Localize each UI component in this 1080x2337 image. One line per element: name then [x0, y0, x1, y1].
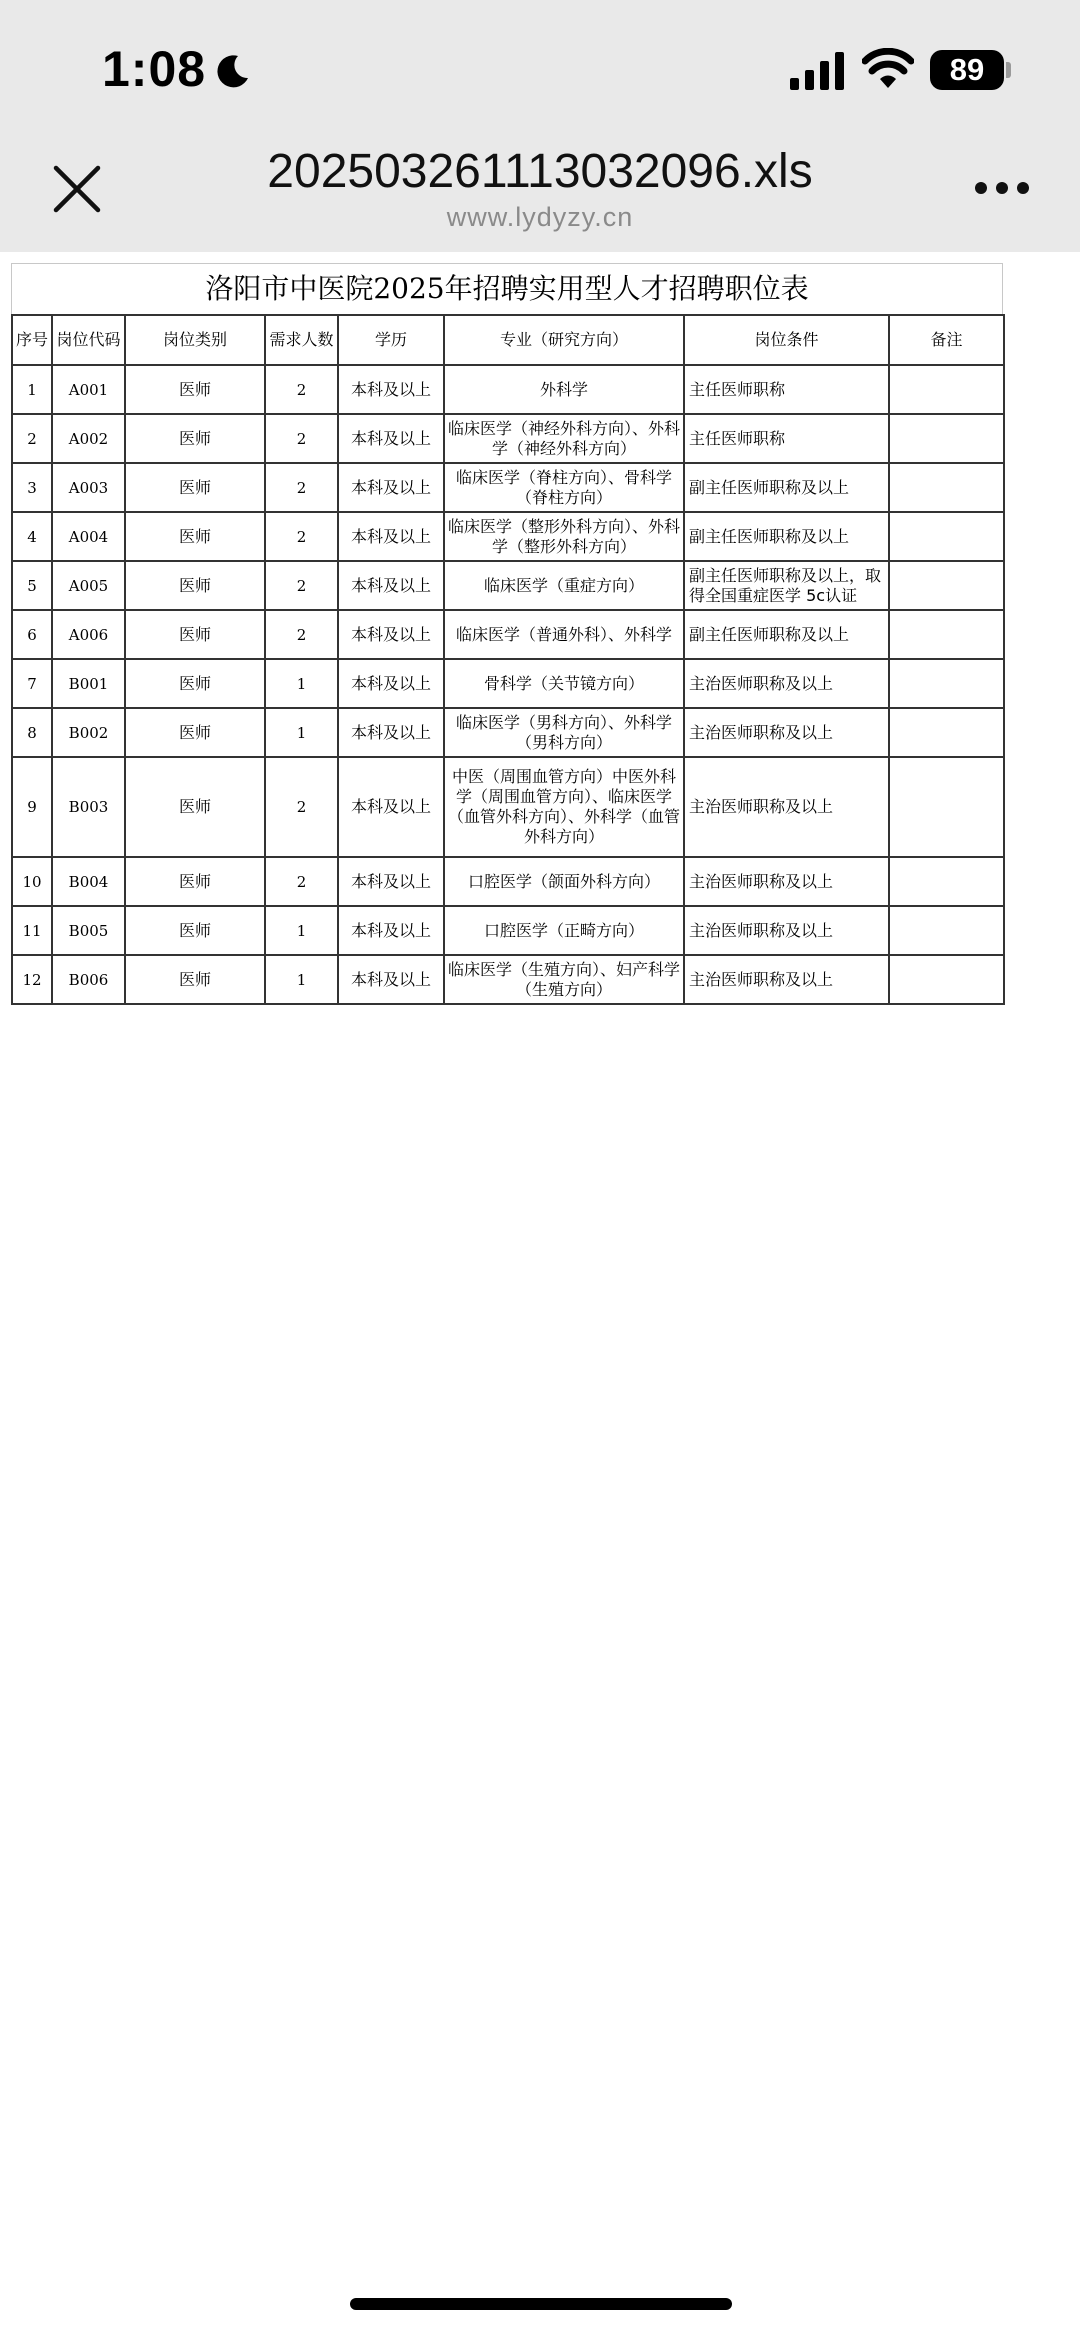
cell-type: 医师: [125, 906, 265, 955]
table-row: [12, 365, 1004, 414]
cell-code: A005: [52, 561, 125, 610]
cell-type: 医师: [125, 857, 265, 906]
cell-no: 11: [12, 906, 52, 955]
cell-cond: 主治医师职称及以上: [684, 906, 889, 955]
cell-note: [889, 610, 1004, 659]
cell-edu: 本科及以上: [338, 463, 444, 512]
cell-type: 医师: [125, 512, 265, 561]
cell-code: A003: [52, 463, 125, 512]
column-header: 学历: [338, 315, 444, 365]
sheet-title: 洛阳市中医院2025年招聘实用型人才招聘职位表: [11, 263, 1003, 314]
cell-major: 临床医学（重症方向）: [444, 561, 684, 610]
table-row: [12, 906, 1004, 955]
cell-no: 4: [12, 512, 52, 561]
moon-icon: [212, 52, 252, 92]
cell-cond: 主治医师职称及以上: [684, 708, 889, 757]
cell-no: 5: [12, 561, 52, 610]
cell-code: B001: [52, 659, 125, 708]
cell-cond: 主治医师职称及以上: [684, 955, 889, 1004]
column-header: 岗位类别: [125, 315, 265, 365]
cell-edu: 本科及以上: [338, 955, 444, 1004]
cell-note: [889, 365, 1004, 414]
cell-major: 口腔医学（颌面外科方向）: [444, 857, 684, 906]
cell-no: 8: [12, 708, 52, 757]
cell-note: [889, 955, 1004, 1004]
cell-major: 临床医学（脊柱方向）、骨科学（脊柱方向）: [444, 463, 684, 512]
column-header: 需求人数: [265, 315, 338, 365]
cell-count: 2: [265, 512, 338, 561]
cell-note: [889, 463, 1004, 512]
cell-count: 1: [265, 955, 338, 1004]
table-row: [12, 659, 1004, 708]
cell-no: 9: [12, 757, 52, 857]
column-header: 岗位代码: [52, 315, 125, 365]
cell-edu: 本科及以上: [338, 708, 444, 757]
cell-edu: 本科及以上: [338, 659, 444, 708]
cell-major: 外科学: [444, 365, 684, 414]
cell-code: A006: [52, 610, 125, 659]
cell-edu: 本科及以上: [338, 857, 444, 906]
cell-count: 2: [265, 463, 338, 512]
cell-type: 医师: [125, 955, 265, 1004]
cell-code: B002: [52, 708, 125, 757]
cell-code: B003: [52, 757, 125, 857]
cell-no: 2: [12, 414, 52, 463]
table-row: [12, 757, 1004, 857]
cell-code: A004: [52, 512, 125, 561]
cell-note: [889, 906, 1004, 955]
cell-note: [889, 561, 1004, 610]
cell-note: [889, 757, 1004, 857]
column-header: 专业（研究方向）: [444, 315, 684, 365]
column-header: 序号: [12, 315, 52, 365]
cell-type: 医师: [125, 414, 265, 463]
cell-no: 7: [12, 659, 52, 708]
table-row: [12, 512, 1004, 561]
cell-no: 3: [12, 463, 52, 512]
cell-cond: 副主任医师职称及以上: [684, 512, 889, 561]
cell-cond: 主任医师职称: [684, 414, 889, 463]
cell-no: 12: [12, 955, 52, 1004]
table-row: [12, 955, 1004, 1004]
cell-code: A001: [52, 365, 125, 414]
cell-type: 医师: [125, 365, 265, 414]
cell-note: [889, 857, 1004, 906]
cell-major: 临床医学（神经外科方向）、外科学（神经外科方向）: [444, 414, 684, 463]
source-domain: www.lydyzy.cn: [446, 202, 634, 232]
table-row: [12, 610, 1004, 659]
cell-note: [889, 659, 1004, 708]
cell-major: 临床医学（生殖方向）、妇产科学（生殖方向）: [444, 955, 684, 1004]
cell-note: [889, 414, 1004, 463]
column-header: 岗位条件: [684, 315, 889, 365]
cell-edu: 本科及以上: [338, 610, 444, 659]
cell-note: [889, 708, 1004, 757]
cell-count: 2: [265, 757, 338, 857]
positions-table: [11, 314, 1005, 1005]
table-row: [12, 414, 1004, 463]
cell-no: 1: [12, 365, 52, 414]
cell-type: 医师: [125, 561, 265, 610]
cell-note: [889, 512, 1004, 561]
cell-code: B006: [52, 955, 125, 1004]
table-row: [12, 708, 1004, 757]
table-row: [12, 463, 1004, 512]
cell-count: 1: [265, 659, 338, 708]
cell-major: 临床医学（整形外科方向）、外科学（整形外科方向）: [444, 512, 684, 561]
cell-edu: 本科及以上: [338, 906, 444, 955]
cell-count: 2: [265, 561, 338, 610]
wifi-icon: [862, 48, 914, 90]
cell-major: 骨科学（关节镜方向）: [444, 659, 684, 708]
cell-no: 6: [12, 610, 52, 659]
cell-edu: 本科及以上: [338, 757, 444, 857]
cell-major: 临床医学（普通外科）、外科学: [444, 610, 684, 659]
cell-edu: 本科及以上: [338, 561, 444, 610]
cell-no: 10: [12, 857, 52, 906]
cell-major: 中医（周围血管方向）中医外科学（周围血管方向）、临床医学（血管外科方向）、外科学（血管外科方向）: [444, 757, 684, 857]
cell-code: A002: [52, 414, 125, 463]
top-bar: [0, 0, 1080, 252]
more-icon[interactable]: [974, 180, 1030, 196]
cell-count: 2: [265, 857, 338, 906]
cell-type: 医师: [125, 757, 265, 857]
cell-cond: 主治医师职称及以上: [684, 857, 889, 906]
cell-code: B005: [52, 906, 125, 955]
file-title: 202503261113032096.xls: [267, 145, 813, 198]
status-time: 1:08: [102, 41, 207, 97]
column-header: 备注: [889, 315, 1004, 365]
cell-type: 医师: [125, 463, 265, 512]
cell-edu: 本科及以上: [338, 512, 444, 561]
home-indicator[interactable]: [350, 2298, 732, 2310]
table-row: [12, 857, 1004, 906]
cell-count: 2: [265, 365, 338, 414]
cell-type: 医师: [125, 659, 265, 708]
battery-icon: [930, 50, 1004, 90]
cell-major: 口腔医学（正畸方向）: [444, 906, 684, 955]
cell-cond: 主治医师职称及以上: [684, 659, 889, 708]
table-row: [12, 561, 1004, 610]
cell-cond: 副主任医师职称及以上: [684, 610, 889, 659]
cell-edu: 本科及以上: [338, 414, 444, 463]
spreadsheet: [11, 263, 1003, 1005]
battery-nub: [1006, 62, 1011, 78]
cell-type: 医师: [125, 610, 265, 659]
cell-major: 临床医学（男科方向）、外科学（男科方向）: [444, 708, 684, 757]
battery-level: 89: [949, 52, 985, 87]
cell-type: 医师: [125, 708, 265, 757]
signal-icon: [790, 52, 846, 90]
cell-cond: 主任医师职称: [684, 365, 889, 414]
cell-count: 2: [265, 414, 338, 463]
cell-cond: 副主任医师职称及以上: [684, 463, 889, 512]
cell-count: 1: [265, 906, 338, 955]
cell-count: 1: [265, 708, 338, 757]
cell-count: 2: [265, 610, 338, 659]
table-header-row: [12, 315, 1004, 365]
cell-code: B004: [52, 857, 125, 906]
cell-edu: 本科及以上: [338, 365, 444, 414]
cell-cond: 主治医师职称及以上: [684, 757, 889, 857]
cell-cond: 副主任医师职称及以上，取得全国重症医学 5c认证: [684, 561, 889, 610]
